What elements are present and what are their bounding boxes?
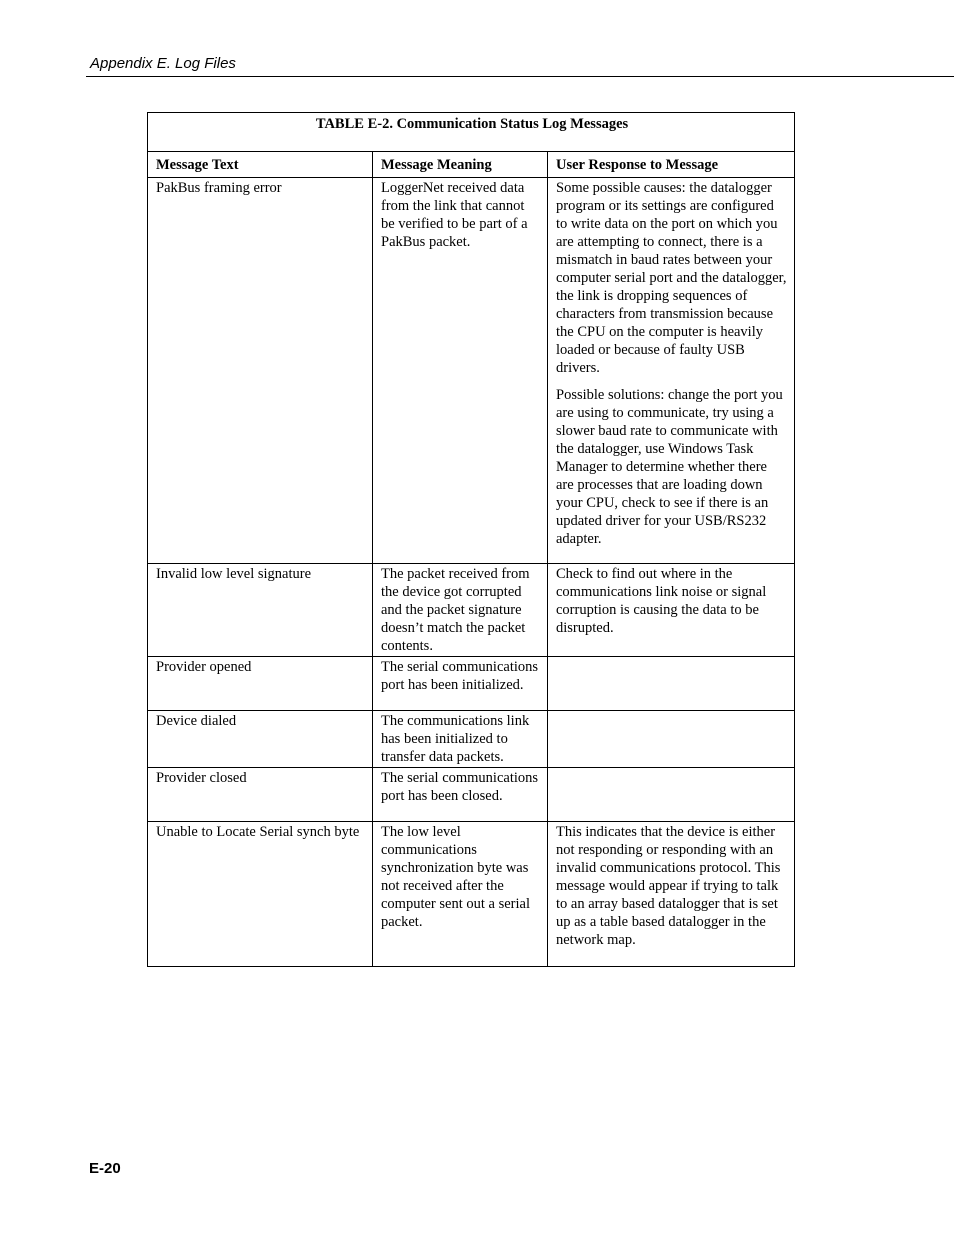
header-rule	[86, 76, 954, 77]
column-header-message-text: Message Text	[148, 152, 373, 178]
message-meaning-cell: LoggerNet received data from the link that cannot be verified to be part of a PakBus packet.	[373, 178, 548, 564]
user-response-cell	[548, 657, 795, 711]
message-text-cell: Provider opened	[148, 657, 373, 711]
table-caption-row	[148, 113, 795, 152]
running-header: Appendix E. Log Files	[90, 55, 236, 72]
message-meaning-cell: The communications link has been initialized to transfer data packets.	[373, 711, 548, 768]
message-meaning-cell: The low level communications synchronization byte was not received after the computer sent out a serial packet.	[373, 822, 548, 967]
message-text-cell: PakBus framing error	[148, 178, 373, 564]
table-row	[148, 564, 795, 657]
table-row	[148, 657, 795, 711]
message-meaning-cell: The serial communications port has been initialized.	[373, 657, 548, 711]
column-header-row	[148, 152, 795, 178]
message-text-cell: Device dialed	[148, 711, 373, 768]
message-text-cell: Invalid low level signature	[148, 564, 373, 657]
response-paragraph: Check to find out where in the communications link noise or signal corruption is causing the data to be disrupted.	[556, 566, 767, 636]
column-header-message-meaning: Message Meaning	[373, 152, 548, 178]
table-row	[148, 822, 795, 967]
user-response-cell	[548, 178, 795, 564]
table-row	[148, 178, 795, 564]
page-number: E-20	[89, 1160, 121, 1177]
message-meaning-cell: The serial communications port has been closed.	[373, 768, 548, 822]
message-text-cell: Provider closed	[148, 768, 373, 822]
user-response-cell	[548, 822, 795, 967]
communication-status-log-table	[147, 112, 795, 967]
message-meaning-cell: The packet received from the device got corrupted and the packet signature doesn’t match the packet contents.	[373, 564, 548, 657]
user-response-cell	[548, 564, 795, 657]
table-row	[148, 711, 795, 768]
message-text-cell: Unable to Locate Serial synch byte	[148, 822, 373, 967]
column-header-user-response: User Response to Message	[548, 152, 795, 178]
response-paragraph: Possible solutions: change the port you are using to communicate, try using a slower baud rate to communicate with the datalogger, use Windows Task Manager to determine whether there are processes that are loading down your CPU, check to see if there is an updated driver for your USB/RS232 adapter.	[556, 387, 783, 547]
user-response-cell	[548, 711, 795, 768]
table-caption: TABLE E-2. Communication Status Log Messages	[148, 113, 795, 152]
user-response-cell	[548, 768, 795, 822]
response-paragraph: This indicates that the device is either not responding or responding with an invalid communications protocol. This message would appear if trying to talk to an array based datalogger that is set up as a table based datalogger in the network map.	[556, 824, 781, 948]
response-paragraph: Some possible causes: the datalogger program or its settings are configured to write data on the port on which you are attempting to connect, there is a mismatch in baud rates between your computer serial port and the datalogger, the link is dropping sequences of characters from transmission because the CPU on the computer is heavily loaded or because of faulty USB drivers.	[556, 180, 787, 376]
table-row	[148, 768, 795, 822]
